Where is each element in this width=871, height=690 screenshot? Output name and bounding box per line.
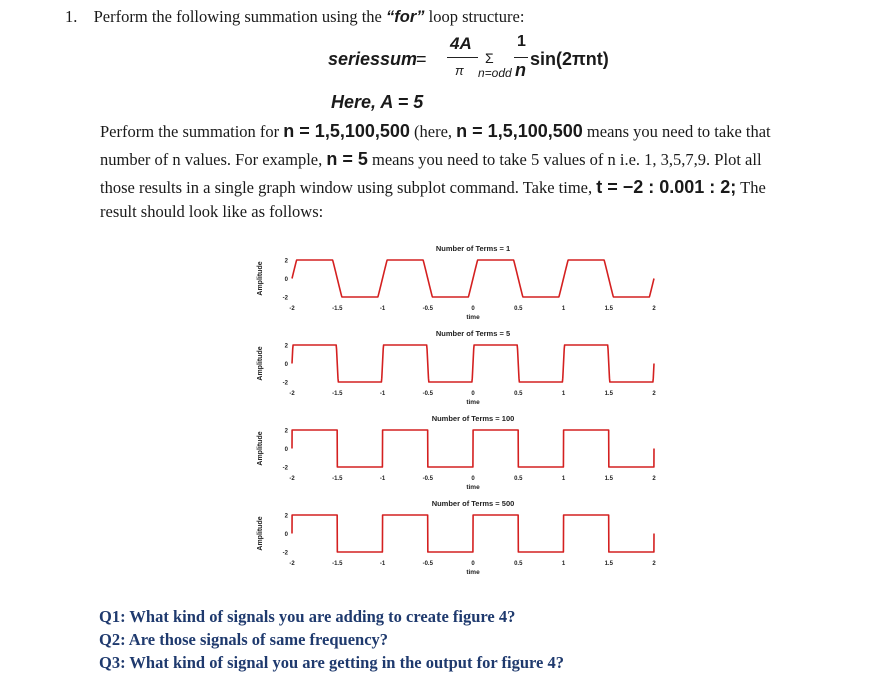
formula-num1: 4A — [450, 34, 472, 53]
x-tick-label: 2 — [652, 391, 656, 397]
x-tick-label: 1 — [561, 306, 566, 312]
y-tick-label: 0 — [284, 362, 288, 368]
series-line — [292, 430, 654, 467]
y-tick-label: 0 — [284, 447, 288, 453]
x-tick-label: -1 — [379, 561, 386, 567]
y-tick-label: 2 — [284, 343, 288, 350]
series-line — [292, 345, 654, 382]
y-tick-label: -2 — [282, 550, 288, 557]
x-tick-label: -1.5 — [332, 306, 343, 312]
para-text: those results in a single graph window using subplot command. Take time, — [100, 178, 597, 197]
y-tick-label: 2 — [284, 258, 288, 265]
problem-number: 1. — [65, 7, 78, 26]
question-text: Are those signals of same frequency? — [125, 630, 389, 649]
question-text: What kind of signal you are getting in the output for figure 4? — [125, 653, 564, 672]
sigma-symbol: Σ — [485, 50, 494, 66]
x-axis-label: time — [466, 399, 480, 406]
y-tick-label: 2 — [284, 513, 288, 520]
y-axis-label: Amplitude — [257, 516, 264, 551]
subplot-figure — [250, 240, 670, 585]
x-tick-label: -2 — [289, 306, 295, 312]
y-tick-label: 2 — [284, 428, 288, 435]
question-text: What kind of signals you are adding to create figure 4? — [125, 607, 516, 626]
y-tick-label: -2 — [282, 295, 288, 302]
paragraph-line-1 — [100, 121, 771, 142]
x-axis-label: time — [466, 569, 480, 576]
para-text: (here, — [409, 122, 457, 141]
question-label: Q3: — [99, 653, 126, 672]
y-tick-label: 0 — [284, 532, 288, 538]
series-line — [292, 515, 654, 552]
intro-text-end: loop structure: — [424, 7, 525, 26]
x-tick-label: 0.5 — [514, 306, 523, 312]
formula-num2: 1 — [517, 33, 526, 50]
question-2 — [99, 630, 388, 650]
x-tick-label: 1 — [561, 476, 566, 482]
series-line — [292, 260, 654, 297]
x-tick-label: -0.5 — [422, 391, 433, 397]
x-tick-label: -1 — [379, 306, 386, 312]
question-label: Q2: — [99, 630, 126, 649]
x-tick-label: 2 — [652, 476, 656, 482]
x-tick-label: 0.5 — [514, 561, 523, 567]
paragraph-line-2 — [100, 149, 762, 170]
y-tick-label: 0 — [284, 277, 288, 283]
x-tick-label: -1.5 — [332, 476, 343, 482]
fraction-bar-2 — [514, 57, 528, 58]
x-tick-label: -0.5 — [422, 476, 433, 482]
para-math: n = 5 — [326, 149, 368, 169]
x-tick-label: 0.5 — [514, 391, 523, 397]
fraction-bar-1 — [447, 57, 478, 58]
x-tick-label: 0 — [471, 306, 475, 312]
formula-equals: = — [416, 49, 427, 69]
intro-text: Perform the following summation using the — [93, 7, 387, 26]
x-tick-label: -1 — [379, 391, 386, 397]
x-tick-label: 1.5 — [604, 391, 613, 397]
subplot-title: Number of Terms = 1 — [435, 244, 511, 253]
x-tick-label: -1 — [379, 476, 386, 482]
x-tick-label: 2 — [652, 561, 656, 567]
given-value: Here, A = 5 — [331, 92, 424, 112]
intro-keyword: “for” — [386, 8, 425, 26]
x-tick-label: 1.5 — [604, 476, 613, 482]
x-tick-label: -2 — [289, 561, 295, 567]
x-tick-label: 1 — [561, 391, 566, 397]
x-tick-label: 1 — [561, 561, 566, 567]
x-tick-label: -2 — [289, 476, 295, 482]
x-tick-label: 0.5 — [514, 476, 523, 482]
y-axis-label: Amplitude — [257, 346, 264, 381]
question-3 — [99, 653, 564, 673]
x-tick-label: 0 — [471, 476, 475, 482]
formula-lhs: seriessum — [328, 49, 418, 69]
para-math: n = 1,5,100,500 — [283, 121, 410, 141]
formula-func: sin(2πnt) — [530, 49, 609, 69]
question-1 — [99, 607, 515, 627]
x-tick-label: -0.5 — [422, 306, 433, 312]
subplot-title: Number of Terms = 100 — [431, 414, 515, 423]
question-label: Q1: — [99, 607, 126, 626]
formula-den2: n — [515, 60, 526, 80]
x-axis-label: time — [466, 484, 480, 491]
subplot-title: Number of Terms = 5 — [435, 329, 511, 338]
x-tick-label: 0 — [471, 391, 475, 397]
subplot-title: Number of Terms = 500 — [431, 499, 515, 508]
paragraph-line-3 — [100, 177, 766, 198]
x-tick-label: -1.5 — [332, 391, 343, 397]
y-tick-label: -2 — [282, 380, 288, 387]
para-text: means you need to take 5 values of n i.e. 1, 3,5,7,9. Plot all — [367, 150, 762, 169]
x-tick-label: 0 — [471, 561, 475, 567]
x-tick-label: 2 — [652, 306, 656, 312]
para-text: means you need to take that — [582, 122, 771, 141]
para-text: Perform the summation for — [100, 122, 284, 141]
x-axis-label: time — [466, 314, 480, 321]
paragraph-line-4: result should look like as follows: — [100, 202, 324, 221]
x-tick-label: -1.5 — [332, 561, 343, 567]
y-tick-label: -2 — [282, 465, 288, 472]
x-tick-label: -0.5 — [422, 561, 433, 567]
formula-den1: π — [455, 63, 464, 78]
problem-heading — [65, 7, 524, 27]
para-text: number of n values. For example, — [100, 150, 327, 169]
sum-index: n=odd — [478, 66, 512, 80]
y-axis-label: Amplitude — [257, 261, 264, 296]
x-tick-label: 1.5 — [604, 561, 613, 567]
y-axis-label: Amplitude — [257, 431, 264, 466]
para-text: The — [736, 178, 766, 197]
para-math: t = −2 : 0.001 : 2; — [596, 177, 737, 197]
x-tick-label: -2 — [289, 391, 295, 397]
x-tick-label: 1.5 — [604, 306, 613, 312]
para-math: n = 1,5,100,500 — [456, 121, 583, 141]
